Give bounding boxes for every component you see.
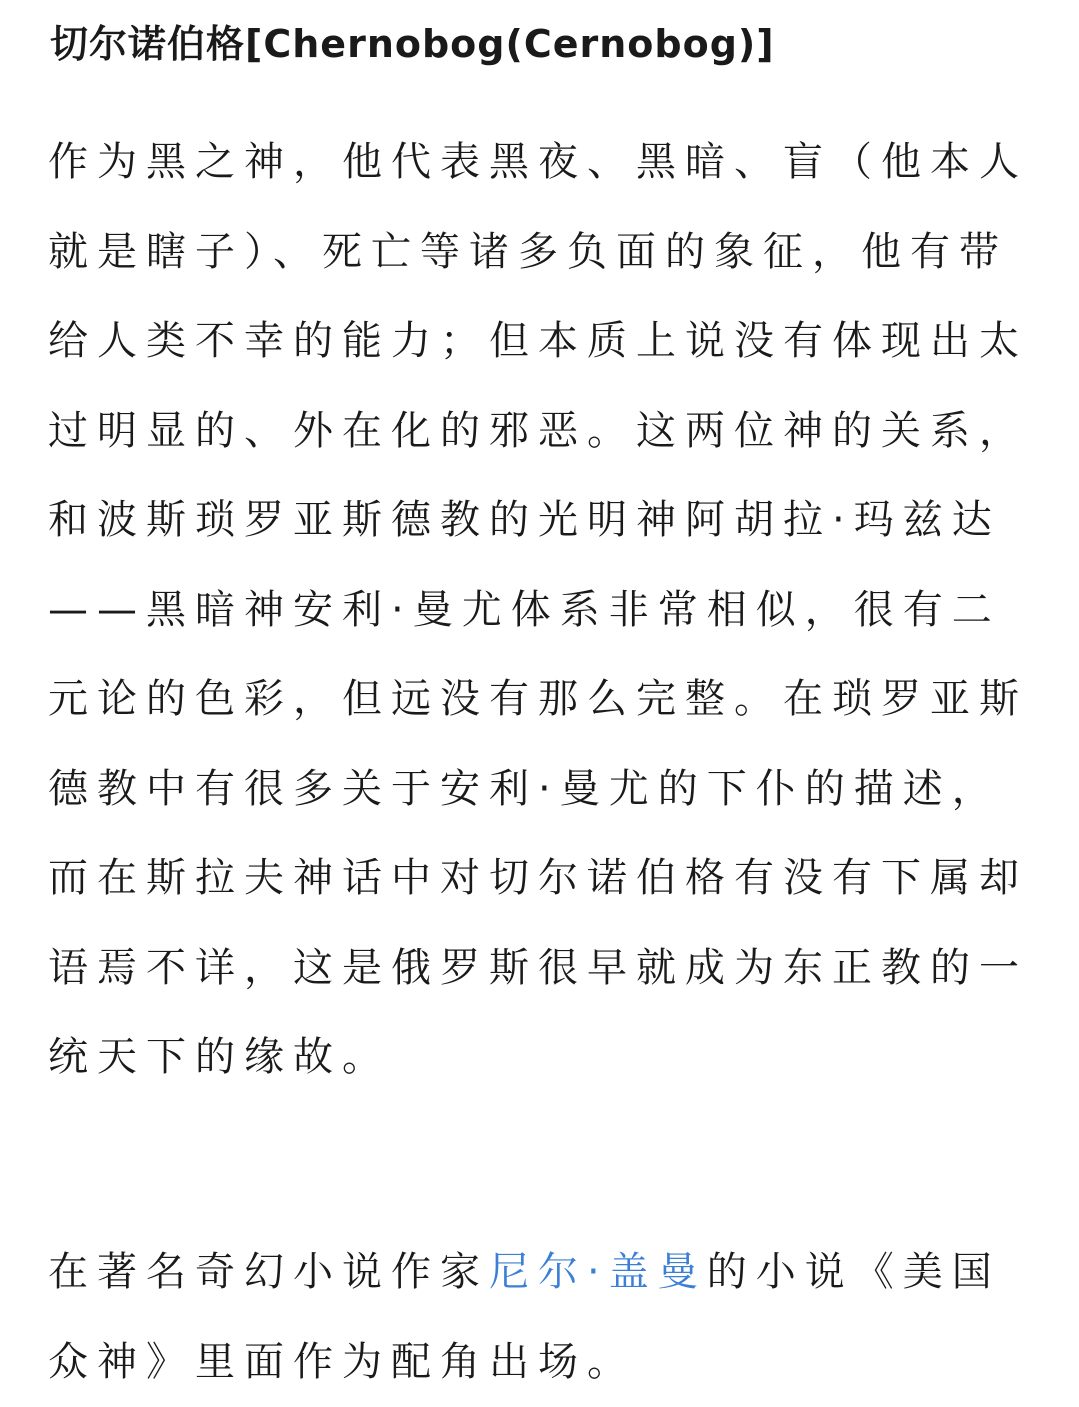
paragraph-appearance xyxy=(48,1228,1033,1407)
author-link-neil-gaiman[interactable]: 尼尔·盖曼 xyxy=(489,1249,707,1295)
article-title: 切尔诺伯格[Chernobog(Cernobog)] xyxy=(50,22,775,66)
paragraph-text-before: 在著名奇幻小说作家 xyxy=(48,1249,489,1295)
paragraph-text-after: 的小说《美国众神》里面作为配角出场。 xyxy=(48,1249,1001,1385)
paragraph-description: 作为黑之神，他代表黑夜、黑暗、盲（他本人就是瞎子）、死亡等诸多负面的象征，他有带给人类不幸的能力；但本质上说没有体现出太过明显的、外在化的邪恶。这两位神的关系，和波斯琐罗亚斯德教的光明神阿胡拉·玛兹达——黑暗神安利·曼尤体系非常相似，很有二元论的色彩，但远没有那么完整。在琐罗亚斯德教中有很多关于安利·曼尤的下仆的描述，而在斯拉夫神话中对切尔诺伯格有没有下属却语焉不详，这是俄罗斯很早就成为东正教的一统天下的缘故。 xyxy=(48,139,1028,1080)
